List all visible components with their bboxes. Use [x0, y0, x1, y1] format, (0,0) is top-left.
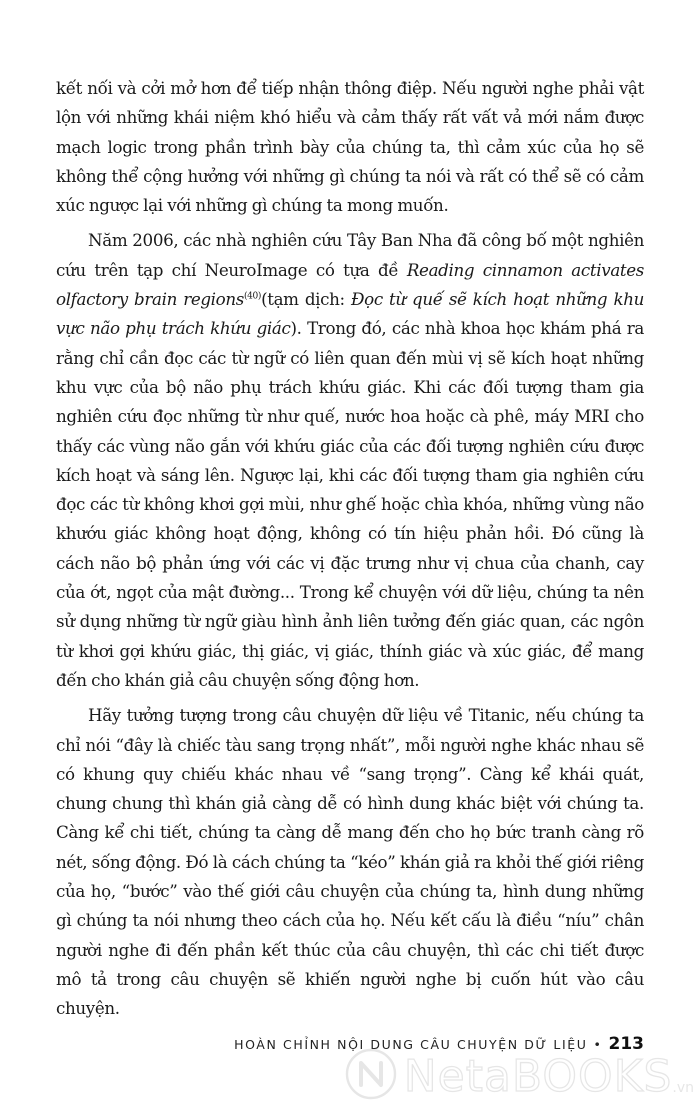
watermark — [344, 1046, 694, 1106]
book-page-body — [56, 74, 644, 1024]
paragraph-2-body: ). Trong đó, các nhà khoa học khám phá ra rằng chỉ cần đọc các từ ngữ có liên quan đến mùi vị sẽ kích hoạt những khu vực của bộ não phụ trách khứu giác. Khi các đối tượng tham gia nghiên cứu đọc những từ như quế, nước hoa hoặc cà phê, máy MRI cho thấy các vùng não gắn với khứu giác của các đối tượng nghiên cứu được kích hoạt và sáng lên. Ngược lại, khi các đối tượng tham gia nghiên cứu đọc các từ không khơi gợi mùi, như ghế hoặc chìa khóa, những vùng não khướu giác không hoạt động, không có tín hiệu phản hồi. Đó cũng là cách não bộ phản ứng với các vị đặc trưng như vị chua của chanh, cay của ớt, ngọt của mật đường... Trong kể chuyện với dữ liệu, chúng ta nên sử dụng những từ ngữ giàu hình ảnh liên tưởng đến giác quan, các ngôn từ khơi gợi khứu giác, thị giác, vị giác, thính giác và xúc giác, để mang đến cho khán giả câu chuyện sống động hơn. — [56, 318, 644, 690]
watermark-suffix: .vn — [672, 1080, 694, 1096]
watermark-text: NetaBOOKS — [403, 1050, 673, 1102]
paragraph-1: kết nối và cởi mở hơn để tiếp nhận thông điệp. Nếu người nghe phải vật lộn với những khái niệm khó hiểu và cảm thấy rất vất vả mới nắm được mạch logic trong phần trình bày của chúng ta, thì cảm xúc của họ sẽ không thể cộng hưởng với những gì chúng ta nói và rất có thể sẽ có cảm xúc ngược lại với những gì chúng ta mong muốn. — [56, 78, 644, 216]
paragraph-2-intro: Năm 2006, các nhà nghiên cứu Tây Ban Nha đã công bố một nghiên cứu trên tạp chí NeuroImage có tựa đề — [56, 230, 644, 280]
paragraph-3: Hãy tưởng tượng trong câu chuyện dữ liệu về Titanic, nếu chúng ta chỉ nói “đây là chiếc tàu sang trọng nhất”, mỗi người nghe khác nhau sẽ có khung quy chiếu khác nhau về “sang trọng”. Càng kể khái quát, chung chung thì khán giả càng dễ có hình dung khác biệt với chúng ta. Càng kể chi tiết, chúng ta càng dễ mang đến cho họ bức tranh càng rõ nét, sống động. Đó là cách chúng ta “kéo” khán giả ra khỏi thế giới riêng của họ, “bước” vào thế giới câu chuyện của chúng ta, hình dung những gì chúng ta nói nhưng theo cách của họ. Nếu kết cấu là điều “níu” chân người nghe đi đến phần kết thúc của câu chuyện, thì các chi tiết được mô tả trong câu chuyện sẽ khiến người nghe bị cuốn hút vào câu chuyện. — [56, 705, 644, 1019]
footnote-ref: (40) — [243, 291, 262, 302]
article-title: Reading cinnamon activates olfactory brain regions — [56, 259, 645, 310]
translation-prefix: (tạm dịch: — [261, 289, 352, 310]
page-number: 213 — [608, 1034, 644, 1054]
paragraph-2 — [56, 226, 644, 695]
running-title: HOÀN CHỈNH NỘI DUNG CÂU CHUYỆN DỮ LIỆU — [234, 1037, 588, 1052]
article-title-translation: Đọc từ quế sẽ kích hoạt những khu vực não phụ trách khứu giác — [56, 289, 645, 339]
footer-bullet: • — [593, 1037, 603, 1052]
netabooks-logo-icon — [344, 1047, 398, 1105]
